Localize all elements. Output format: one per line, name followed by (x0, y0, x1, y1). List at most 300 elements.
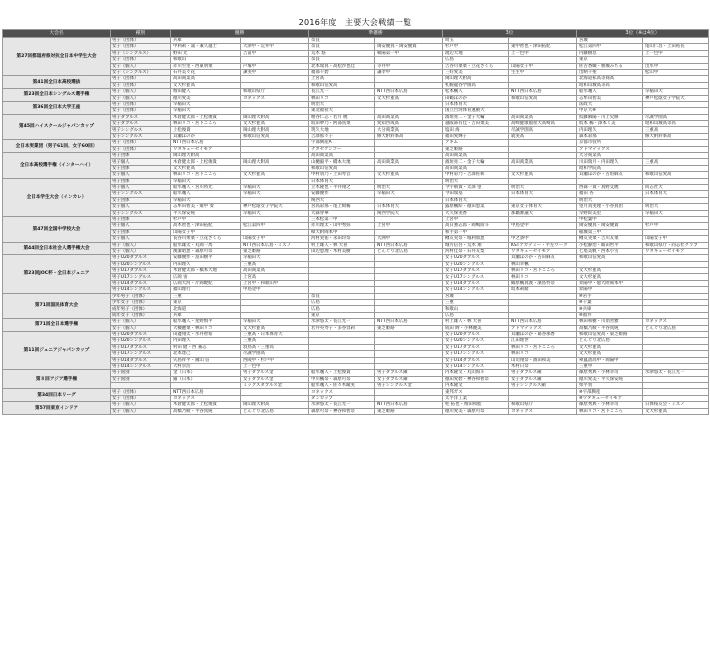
event-name: 第８回アジア選手権 (3, 370, 111, 389)
result-cell: 高崎健康福祉大高崎高 (509, 121, 577, 127)
result-cell: 大津中・荒井中 (241, 44, 309, 50)
result-cell: 文大杉並高 (171, 165, 241, 171)
result-cell: 尾山仁昌・上田祐長 (643, 44, 709, 50)
result-cell: 上宮高 (309, 76, 375, 82)
result-cell: 林田リコ (509, 274, 577, 280)
event-name: 第23回JOC杯・全日本ジュニア (3, 255, 111, 293)
event-name: 第44回全日本社会人選手権大会 (3, 242, 111, 255)
result-cell: 女子ダブルス金 (241, 376, 309, 382)
result-cell: 杉戸中 (643, 223, 709, 229)
result-cell: 木倉健太郎・橋本大地 (171, 268, 241, 274)
event-name: 第23回全日本シングルス選手権 (3, 89, 111, 102)
result-cell: 明治大 (443, 178, 509, 184)
result-cell: 内藤樹息 (577, 50, 643, 56)
result-cell: 赤川至里・西東明菜 (171, 63, 241, 69)
result-cell: 上宮高 (241, 274, 309, 280)
result-cell: 高橋乃綾・平谷真純 (171, 408, 241, 414)
result-cell: 広島 (443, 312, 509, 318)
result-cell: 高橋乃綾・平谷真純 (577, 325, 643, 331)
result-cell: 広島 (309, 300, 375, 306)
result-cell: 船水雄太・丸岡一馬 (171, 242, 241, 248)
result-cell: 山司翔奈・濱田和美 (509, 357, 577, 363)
result-cell: 兵庫 (171, 38, 241, 44)
result-cell: 森本彩那 (577, 133, 643, 139)
result-cell: 安藤優作・富田樹平 (171, 255, 241, 261)
result-cell: 水津悠太・長江光一 (309, 319, 375, 325)
result-cell: 男子シングルス銅 (509, 383, 577, 389)
category-cell: 女子（個人） (111, 408, 171, 414)
result-cell: 明治大 (509, 184, 577, 190)
result-cell: 和歌山県庁・同志社クラブ (643, 242, 709, 248)
result-cell: 東中智也・津田拓紀 (509, 44, 577, 50)
result-cell: 関西学院大 (375, 210, 443, 216)
result-cell: 大分商業高 (577, 153, 643, 159)
result-cell: 高田商業高 (309, 153, 375, 159)
result-cell: 神戸松蔭女子学院大 (241, 204, 309, 210)
result-cell: 日本体育大 (509, 191, 577, 197)
result-cell: 金（日本） (171, 370, 241, 376)
category-cell: 女子（個人） (111, 248, 171, 254)
result-cell: ※岩手 (577, 293, 643, 299)
result-cell: 鶴原楓真渡・濱島怜奈 (509, 280, 577, 286)
result-cell: 江田理世 (509, 338, 577, 344)
result-cell: 林田リコ・宮下こころ (509, 268, 577, 274)
result-cell: NTT西日本広島 (375, 89, 443, 95)
result-cell: 女子U20シングルス (443, 338, 509, 344)
result-cell: 奈良 (309, 57, 375, 63)
result-cell: 昭和山城高等高 (643, 121, 709, 127)
result-cell: 船水颯人・星野慎平 (171, 319, 241, 325)
result-cell: 和手第一中 (443, 229, 509, 235)
category-cell: 男子（団体） (111, 101, 171, 107)
result-cell: 三重高 (643, 127, 709, 133)
result-cell: 松江第四中 (241, 223, 309, 229)
result-cell: 早稲田大 (171, 108, 241, 114)
result-cell: 那覇審議大 (509, 210, 577, 216)
result-cell: 野田 光 (171, 50, 241, 56)
result-cell: 東京 (577, 57, 643, 63)
result-cell: 早稲田大 (241, 191, 309, 197)
event-name: 全日本実業団（男子61回、女子60回） (3, 140, 111, 153)
result-cell: 志牟田智美 (577, 95, 643, 101)
event-name: 第36回全日本大学王座 (3, 101, 111, 114)
result-cell: 中利莉・浦・兼久越士 (171, 44, 241, 50)
result-cell: 三重高・日本体育大 (241, 331, 309, 337)
result-cell: 早野絵美里 (577, 210, 643, 216)
result-cell: 河村佳奈・石井友梨 (443, 248, 509, 254)
result-cell: 林田リコ・宮下こころ (577, 408, 643, 414)
result-cell: どんぐり北広島 (643, 325, 709, 331)
result-cell: 広岡大河・片岡暁紀 (171, 280, 241, 286)
result-cell: ダンロップ (309, 395, 375, 401)
category-cell: 女子個人 (111, 204, 171, 210)
category-cell: 女子団体 (111, 165, 171, 171)
category-cell: 男子U17シングルス (111, 351, 171, 357)
result-cell: 昭和山城高等高 (577, 82, 643, 88)
result-cell: 日本体育大 (443, 101, 509, 107)
result-cell: 水津悠太・長江光一 (643, 370, 709, 376)
page-title: 2016年度 主要大会戦績一覧 (298, 18, 412, 27)
result-cell: 岡安優真・岡安優貴 (577, 223, 643, 229)
result-cell: 女子U20ダブルス (443, 255, 509, 261)
result-cell: 大洲中 (375, 236, 443, 242)
result-cell: 法政大 (577, 101, 643, 107)
result-cell: 奈良 (309, 38, 375, 44)
category-cell: 男子（団体） (111, 76, 171, 82)
result-cell: 和歌山 (171, 57, 241, 63)
result-cell: 北本達己 (171, 351, 241, 357)
result-cell: 福部千碧 (309, 69, 375, 75)
result-cell: 出納千聖 (577, 69, 643, 75)
result-cell: 矢島祥平・國山 信 (171, 357, 241, 363)
result-cell: 東芝姫路 (375, 325, 443, 331)
event-name: 第71回国民体育大会 (3, 293, 111, 319)
result-cell: 高田商業高 (443, 165, 509, 171)
result-cell: 早稲田大 (643, 89, 709, 95)
result-cell: 岡山理大附高 (241, 114, 309, 120)
category-cell: 男子（団体） (111, 389, 171, 395)
header-first: 優勝 (171, 30, 309, 38)
result-cell: 大村崇浩 (171, 363, 241, 369)
result-cell: 三重 (443, 300, 509, 306)
result-cell: 村上雄人・林 大喜 (443, 319, 509, 325)
result-cell: ※ワタキューセイモア (577, 395, 643, 401)
result-cell: 内田理久 (171, 338, 241, 344)
event-name: 第47回全国中学校大会 (3, 216, 111, 242)
result-cell: 七尾美帆・西本小雪 (577, 248, 643, 254)
event-name: 第57回東京インドア (3, 402, 111, 415)
category-cell: 男子U17ダブルス (111, 268, 171, 274)
result-cell: 明治大 (309, 101, 375, 107)
category-cell: 女子（団体） (111, 44, 171, 50)
result-cell: ヨネックス (241, 95, 309, 101)
result-cell: 札幌龍谷学園高 (443, 82, 509, 88)
header-second: 準優勝 (309, 30, 443, 38)
result-cell: 望月真実理・小谷真由 (577, 204, 643, 210)
result-cell: 京都市役所 (577, 140, 643, 146)
result-cell: 貝瀬ほのか・古田麻友 (509, 255, 577, 261)
category-cell: 男子（個人） (111, 319, 171, 325)
result-cell: 越阪部有佳・吉田菜美 (443, 121, 509, 127)
result-cell: 女子U17シングルス (443, 351, 509, 357)
result-cell: 内本隆文 (443, 383, 509, 389)
result-cell: 高日強志郎・岡嶋陸斗 (443, 223, 509, 229)
result-cell: 村田 健・西 兼志 (171, 344, 241, 350)
result-cell: 男子ダブルス銅 (375, 370, 443, 376)
result-cell: 謙孝中 (375, 69, 443, 75)
category-cell: 女子ダブルス (111, 121, 171, 127)
result-cell: 林田リコ (309, 95, 375, 101)
result-cell: 昭和学院高 (577, 165, 643, 171)
result-cell: 川田瑞月・内田理久 (577, 159, 643, 165)
category-cell: 少年女子（団体） (111, 300, 171, 306)
result-cell: 林山幸楓 (509, 261, 577, 267)
result-cell: 船水颯人 (577, 89, 643, 95)
result-cell: 柴平賀 (577, 383, 643, 389)
result-cell: 仮藤麻陽・川上史修 (577, 114, 643, 120)
result-cell: 長江光一 (309, 89, 375, 95)
result-cell: 北本瑞真・高松沙也佳 (309, 63, 375, 69)
result-cell: 宮城 (577, 38, 643, 44)
result-cell: 羽鳥高・三重高 (241, 344, 309, 350)
result-cell: 文大杉並高 (241, 325, 309, 331)
result-cell: 木倉健太郎・上松俊貴 (171, 402, 241, 408)
category-cell: 女子（シングルス） (111, 69, 171, 75)
category-cell: 女子個人 (111, 172, 171, 178)
result-cell: 明治大 (375, 184, 443, 190)
category-cell: 女子シングルス (111, 210, 171, 216)
category-cell: 女子（団体） (111, 108, 171, 114)
result-cell: 神戸松蔭女子学院大 (643, 95, 709, 101)
result-cell: 和歌山信愛高 (643, 172, 709, 178)
result-cell: 杉戸中 (443, 44, 509, 50)
result-cell: 林田和樹・川須善雅 (577, 319, 643, 325)
category-cell: 男子（団体） (111, 140, 171, 146)
category-cell: 男子U20ダブルス (111, 255, 171, 261)
result-cell: NTT西日本広島・ミズノ (241, 242, 309, 248)
result-cell: 松山中 (643, 69, 709, 75)
result-cell: 文大杉並高 (241, 121, 309, 127)
result-cell: 船水颯人・宮川将光 (171, 184, 241, 190)
result-cell: 城方信吾・荒木 翔 (443, 242, 509, 248)
result-cell: 樟大附岡本中 (309, 229, 375, 235)
header-event: 大会名 (3, 30, 111, 38)
category-cell: 男子国別 (111, 370, 171, 376)
result-cell: 文大杉並高 (375, 95, 443, 101)
result-cell: ※宇部興産 (577, 389, 643, 395)
result-cell: 日本体育大 (443, 197, 509, 203)
result-cell: 三重中 (577, 363, 643, 369)
event-name: 第27回都道府県対抗全日本中学生大会 (3, 38, 111, 76)
result-cell: 昇陽中・億大附岡本中 (577, 280, 643, 286)
result-cell: 昇陽中 (577, 287, 643, 293)
result-cell: 東邦ガス (443, 389, 509, 395)
result-cell: 兵庫 (171, 312, 241, 318)
category-cell: 男子U17ダブルス (111, 344, 171, 350)
result-cell: 上宮中 (375, 223, 443, 229)
result-cell: 尽誠学園高 (241, 351, 309, 357)
result-cell: 就実高 (509, 133, 577, 139)
result-cell: どんぐり北広島 (375, 248, 443, 254)
category-cell: 女子国別 (111, 376, 171, 382)
result-cell: ワタキューセイモア (171, 146, 241, 152)
result-cell: 濱垣亮二・金子大輪 (443, 114, 509, 120)
result-cell: 修大附鈴峯高 (643, 133, 709, 139)
category-cell: 成年女子（団体） (111, 312, 171, 318)
result-cell: 村上雄人・林 大喜 (309, 242, 375, 248)
result-cell: NTT西日本広島 (375, 402, 443, 408)
result-cell: 船水颯人・佐々木瞳実 (309, 383, 375, 389)
results-table (2, 29, 709, 415)
category-cell: 女子（団体） (111, 82, 171, 88)
result-cell: 北海道私高等商高 (577, 76, 643, 82)
result-cell: 上一色中 (241, 363, 309, 369)
result-cell: 山陽女子中 (509, 63, 577, 69)
result-cell: アドマテックス (509, 325, 577, 331)
result-cell: 高田商業高 (509, 159, 577, 165)
result-cell: 坂田夢乃・阿部真菜 (309, 121, 375, 127)
result-cell: 増田健人 (171, 89, 241, 95)
result-cell: 岡安優真・岡安優貴 (375, 44, 443, 50)
result-cell: 篠原秀典・小林幸司 (577, 370, 643, 376)
result-cell: 明治大 (643, 204, 709, 210)
result-cell: 岡山理大附高 (443, 76, 509, 82)
result-cell: 女子U14ダブルス (443, 357, 509, 363)
result-cell: 愛知啓成高 (375, 121, 443, 127)
result-cell: 早稲田大 (241, 319, 309, 325)
result-cell: 稲城第三中 (577, 229, 643, 235)
category-cell: 男子団体 (111, 178, 171, 184)
result-cell: 今田瑞基 (443, 191, 509, 197)
result-cell: 立木隆也・平井翔之 (309, 184, 375, 190)
result-cell: 高田商業高 (509, 114, 577, 120)
result-cell: 早稲田大 (171, 101, 241, 107)
result-cell: 文大杉並高 (577, 268, 643, 274)
result-cell: 早稲田大 (241, 184, 309, 190)
result-cell: 上松俊貴 (171, 127, 241, 133)
result-cell: 男子シングルス金 (375, 383, 443, 389)
result-cell: 樽友実奈・堀利加恵 (443, 236, 509, 242)
result-cell: 吉富中 (241, 50, 309, 56)
result-cell: 徳川愛美・平久保安純 (577, 376, 643, 382)
result-cell: 樽友実菜・吉川友菜 (577, 236, 643, 242)
result-cell: 木倉健太郎・上松俊貴 (171, 159, 241, 165)
result-cell: 宮城 (443, 293, 509, 299)
result-cell: 上一色中 (643, 50, 709, 56)
event-name: 第11回ジュニアジャパンカップ (3, 331, 111, 369)
result-cell: 高田商業高 (375, 114, 443, 120)
result-cell: NTT西日本広島 (509, 319, 577, 325)
result-cell: KSTアカデミー・半左ワーク (509, 242, 577, 248)
result-cell: 文大杉並高 (241, 172, 309, 178)
category-cell: 男子（個人） (111, 89, 171, 95)
header-third-2: 3位（※は4位） (577, 30, 709, 38)
result-cell: 成田 眸・小林優美 (443, 325, 509, 331)
result-cell: NTT西日本広島 (375, 242, 443, 248)
header-category: 種別 (111, 30, 171, 38)
result-cell: 翠嵐渚高中・岡陽中 (577, 357, 643, 363)
result-cell: 内田理久 (171, 261, 241, 267)
result-cell: 中川楓奈・森原可奈 (309, 376, 375, 382)
result-cell: 広島 (443, 57, 509, 63)
result-cell: 岡山理大附高 (241, 127, 309, 133)
result-cell: ※福井 (577, 312, 643, 318)
result-cell: 奈良 (309, 293, 375, 299)
result-cell: 高田商業高 (171, 76, 241, 82)
result-cell: 和歌山信愛高・東芝姫路 (577, 331, 643, 337)
result-cell: どんぐり北広島 (241, 408, 309, 414)
event-name: 第71回全日本選手権 (3, 319, 111, 332)
result-cell: 松本楓人 (443, 89, 509, 95)
result-cell: 三本松第一中 (309, 216, 375, 222)
category-cell: 男子シングルス (111, 191, 171, 197)
result-cell: 東芝姫路 (241, 248, 309, 254)
result-cell: 女子U14シングルス (443, 287, 509, 293)
result-cell: 佐古香織・勝城みちる (577, 63, 643, 69)
result-cell: 内本隆文・丸山海斗 (443, 370, 509, 376)
result-cell: 坂本 稀・澤本く美 (577, 121, 643, 127)
result-cell: 諫実中 (241, 69, 309, 75)
result-cell: 女子ダブルス銅 (375, 376, 443, 382)
result-cell: ヨネックス (509, 408, 577, 414)
result-cell: 上一色中 (509, 50, 577, 56)
category-cell: 男子団体 (111, 216, 171, 222)
result-cell: 早稲田大 (171, 197, 241, 203)
result-cell: NTT西日本広島 (171, 140, 241, 146)
result-cell: 田鶴ほのか (443, 95, 509, 101)
result-cell: 宇部興産A (309, 140, 375, 146)
event-name: 第41回全日本高校選抜 (3, 76, 111, 89)
result-cell: 河村実佑・永田玲奈 (309, 236, 375, 242)
result-cell: 女子ダブルス銅 (509, 376, 577, 382)
result-cell: 渡辺大地 (443, 50, 509, 56)
result-cell: 男子ダブルス金 (241, 370, 309, 376)
result-cell: 和歌山県庁 (509, 402, 577, 408)
result-cell: NTT西日本広島 (171, 389, 241, 395)
result-cell: ワタキューセイモア (509, 248, 577, 254)
category-cell: 女子シングルス (111, 133, 171, 139)
result-cell: 筑久大地 (309, 127, 375, 133)
result-cell: 福田愛輝子 (443, 133, 509, 139)
result-cell: 篠原秀典・小林幸司 (577, 402, 643, 408)
result-cell: 石井美々花 (171, 69, 241, 75)
result-cell: 杉戸中 (171, 216, 241, 222)
category-cell: 女子（個人） (111, 325, 171, 331)
result-cell: 粕谷仁志・若月 暁 (309, 114, 375, 120)
event-name: 第45回ハイスクールジャパンカップ (3, 114, 111, 140)
result-cell: 尽誠学園高 (643, 114, 709, 120)
result-cell: 三重高 (643, 159, 709, 165)
result-cell: 岡山理大附高 (241, 159, 309, 165)
result-cell: 内田理久 (577, 127, 643, 133)
result-cell: ワタキューセイモア (643, 248, 709, 254)
result-cell: ヨネックス (309, 389, 375, 395)
result-cell: ヨネックス (643, 319, 709, 325)
result-cell: 中島登中 (509, 223, 577, 229)
result-cell: 高田商業高 (443, 153, 509, 159)
result-cell: 和歌山信愛高 (309, 165, 375, 171)
result-cell: 出水中 (643, 63, 709, 69)
result-cell: 水津悠太・長江光一 (309, 402, 375, 408)
result-cell: NTT西日本広島 (509, 89, 577, 95)
result-cell: 東北福祉大 (309, 108, 375, 114)
result-cell: 東京女子体育大 (509, 204, 577, 210)
result-cell: 林田リコ (509, 351, 577, 357)
result-cell: 徳川愛美 (171, 95, 241, 101)
result-cell: 中村羽乃・上田琴音 (309, 172, 375, 178)
result-cell: 吉澤那々子 (309, 133, 375, 139)
category-cell: 男子（シングルス） (111, 50, 171, 56)
result-cell: 早稲田大 (241, 255, 309, 261)
result-cell: 和歌山県庁 (241, 89, 309, 95)
result-cell: 東芝姫路 (375, 408, 443, 414)
results-body (3, 38, 709, 415)
result-cell: 広岡 宙 (171, 274, 241, 280)
result-cell: 日本体育大 (309, 178, 375, 184)
result-cell: 宮高彩那・尾上綺稀 (309, 204, 375, 210)
result-cell: 山陽女子中 (643, 236, 709, 242)
result-cell: 小松静治・飯田哲平 (577, 242, 643, 248)
category-cell: 女子（団体） (111, 146, 171, 152)
result-cell: 同志社大 (643, 184, 709, 190)
result-cell: 平久保安純 (171, 210, 241, 216)
result-cell: 太平洋工業 (443, 395, 509, 401)
result-cell: 漢潔昭恵・森原可奈 (171, 248, 241, 254)
category-cell: 男子U14シングルス (111, 287, 171, 293)
result-cell: 女子U17ダブルス (443, 268, 509, 274)
category-cell: 少年男子（団体） (111, 293, 171, 299)
result-cell: 塩田 海 (443, 127, 509, 133)
